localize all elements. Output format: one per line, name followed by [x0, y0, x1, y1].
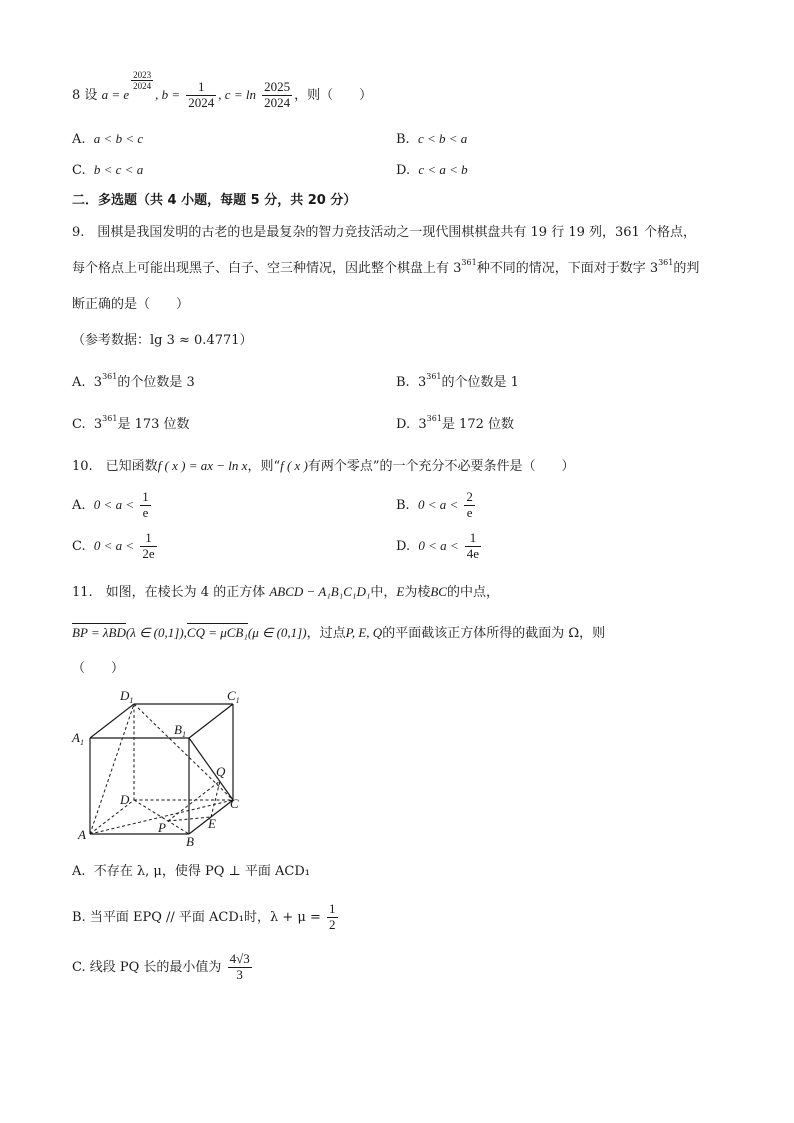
q9-option-c: C. $3^{361}$是 173 位数 — [72, 414, 190, 432]
edge-B1C — [189, 738, 233, 800]
edge-B1C1 — [189, 704, 233, 738]
diag-AD1 — [90, 704, 134, 834]
label-B: B — [186, 834, 194, 849]
q10-option-a: A. 0 < a < $\frac{1}{e}$ — [72, 489, 149, 520]
option-label: C. — [72, 163, 86, 178]
option-text: c < a < b — [418, 162, 468, 177]
q8-stem — [72, 70, 373, 111]
q11-option-a: A. 不存在 λ, μ，使得 PQ ⊥ 平面 ACD₁ — [72, 864, 311, 879]
q8-number: 8 — [72, 87, 81, 103]
option-fraction: $\frac{4√3}{3}$ — [229, 951, 250, 982]
q8-b-fraction: $\frac{1}{2024}$ — [188, 79, 215, 110]
q8-c-eq: , c = ln — [218, 86, 256, 102]
q8-option-a — [72, 131, 143, 148]
label-Q: Q — [216, 764, 226, 779]
section-heading: 二．多选题（共 4 小题，每题 5 分，共 20 分） — [72, 193, 357, 208]
option-label: B. — [396, 132, 410, 147]
q8-option-b — [396, 131, 467, 148]
option-fraction: $\frac{1}{e}$ — [142, 489, 149, 520]
label-P: P — [158, 820, 166, 835]
q8-option-d — [396, 162, 468, 179]
label-A: A — [78, 827, 86, 842]
q8-stem-text: 设 — [84, 87, 98, 103]
q8-a-exponent: $\frac{2023}{2024}$ — [133, 70, 152, 92]
q9-line2: 每个格点上可能出现黑子、白子、空三种情况，因此整个棋盘上有 $3^{361}$种不同的情况，下面对于数字 $3^{361}$的判 — [72, 258, 700, 276]
q8-tail: ，则（ ） — [294, 87, 373, 103]
q10-option-b: B. 0 < a < $\frac{2}{e}$ — [396, 489, 473, 520]
q8-c-fraction: $\frac{2025}{2024}$ — [264, 79, 291, 110]
option-text: c < b < a — [417, 131, 468, 146]
q11-line2: BP = λBD(λ ∈ (0,1]),CQ = μCB₁(μ ∈ (0,1])，过点P, E, Q的平面截该正方体所得的截面为 Ω，则 — [72, 625, 606, 641]
q11-option-b: B. 当平面 EPQ // 平面 ACD₁时，λ + μ = $\frac{1}{2}$ — [72, 901, 336, 932]
segment-PQ — [168, 781, 220, 821]
option-fraction: $\frac{1}{4e}$ — [466, 530, 480, 561]
label-D: D — [120, 792, 130, 807]
label-A1: $A_1$ — [72, 730, 84, 747]
option-fraction: $\frac{2}{e}$ — [466, 489, 473, 520]
q8-a-eq: a = e — [101, 86, 130, 102]
q10-stem: 10. 已知函数f ( x ) = ax − ln x，则“f ( x )有两个零点”的一个充分不必要条件是（ ） — [72, 458, 575, 474]
q11-option-c: C. 线段 PQ 长的最小值为 $\frac{4√3}{3}$ — [72, 951, 250, 982]
option-fraction: $\frac{1}{2e}$ — [142, 530, 155, 561]
option-text: a < b < c — [93, 131, 144, 146]
q8-option-c — [72, 162, 143, 179]
edge-A1D1 — [90, 704, 134, 738]
q9-option-d: D. $3^{361}$是 172 位数 — [396, 414, 514, 432]
label-E: E — [208, 816, 216, 831]
label-B1: $B_1$ — [174, 722, 186, 739]
q10-option-c: C. 0 < a < $\frac{1}{2e}$ — [72, 530, 155, 561]
q9-line1: 9. 围棋是我国发明的古老的也是最复杂的智力竞技活动之一现代围棋棋盘共有 19 行 19 列，361 个格点， — [72, 225, 696, 240]
label-C: C — [230, 796, 239, 811]
q11-line3: （ ） — [72, 661, 125, 676]
diag-D1C — [134, 704, 233, 800]
q9-reference: （参考数据：lg 3 ≈ 0.4771） — [72, 333, 253, 348]
q9-option-a: A. $3^{361}$的个位数是 3 — [72, 372, 195, 390]
q9-option-b: B. $3^{361}$的个位数是 1 — [396, 372, 519, 390]
cube-figure — [70, 686, 260, 851]
q11-line1: 11. 如图，在棱长为 4 的正方体 ABCD − A₁B₁C₁D₁中，E为棱BC的中点， — [72, 584, 499, 600]
q9-line3: 断正确的是（ ） — [72, 297, 190, 312]
q10-option-d: D. 0 < a < $\frac{1}{4e}$ — [396, 530, 480, 561]
option-text: b < c < a — [93, 162, 144, 177]
label-D1: $D_1$ — [120, 688, 134, 705]
option-label: A. — [72, 132, 86, 147]
q8-b-eq: , b = — [155, 86, 181, 102]
option-fraction: $\frac{1}{2}$ — [329, 901, 336, 932]
label-C1: $C_1$ — [227, 688, 240, 705]
option-label: D. — [396, 163, 411, 178]
